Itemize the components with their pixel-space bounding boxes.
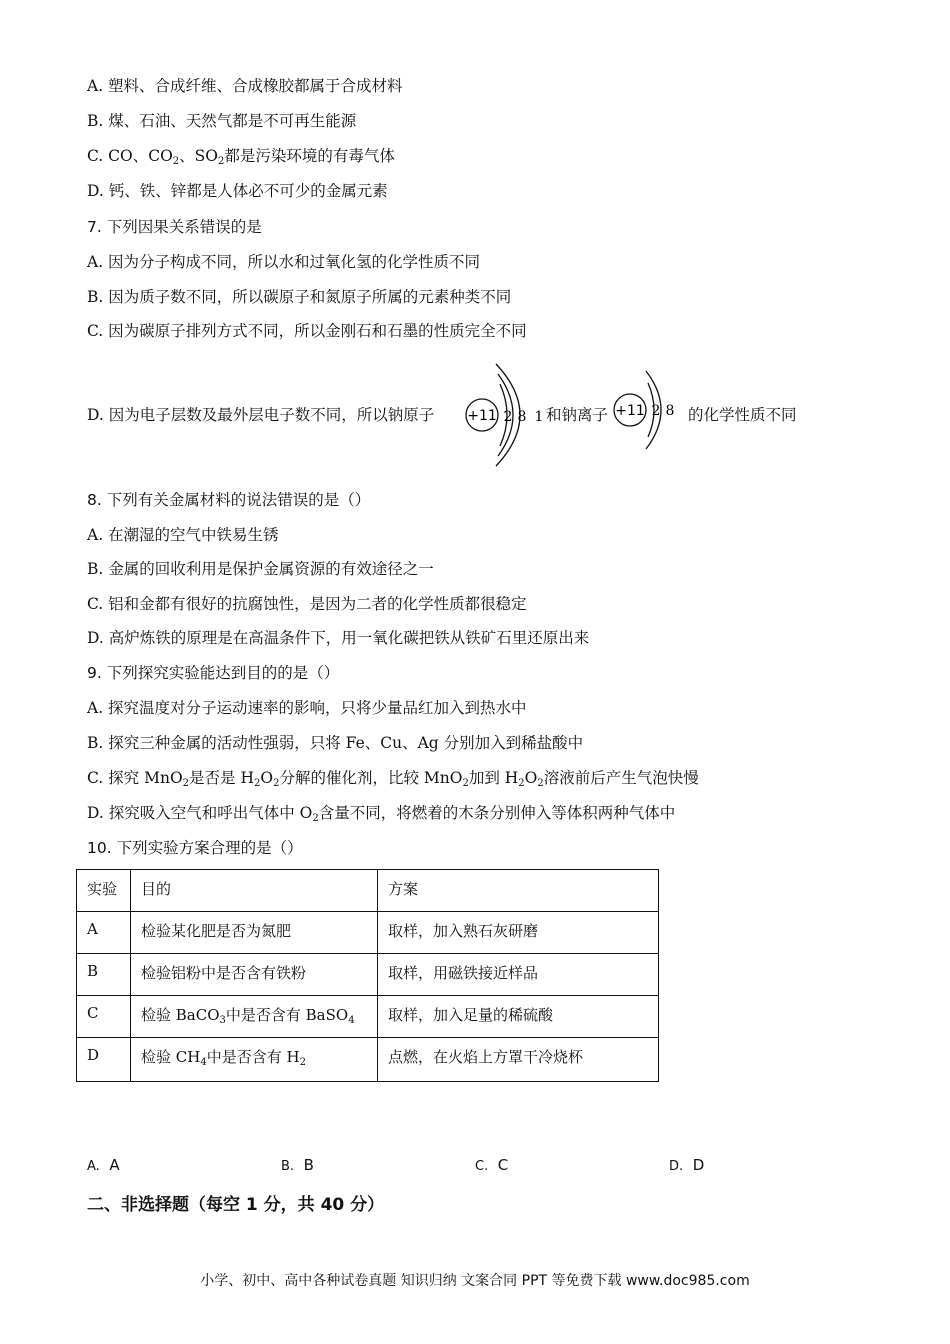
row-a-label: A [77,912,131,954]
ion-nucleus-label: +11 [615,403,645,419]
atom-shell3-electrons: 1 [534,409,544,425]
q7-option-a: A. 因为分子构成不同，所以水和过氧化氢的化学性质不同 [87,253,481,271]
row-d-label: D [77,1038,131,1082]
answer-choice-a: A. A [87,1156,120,1174]
option-c-gases: C. CO、$CO_2$、$SO_2$都是污染环境的有毒气体 [87,147,395,167]
row-c-label: C [77,996,131,1038]
sodium-atom-diagram [462,360,552,475]
option-a-materials: A. 塑料、合成纤维、合成橡胶都属于合成材料 [87,77,403,95]
answer-choice-d: D. D [669,1156,705,1174]
table-row [77,996,659,1038]
question-8-stem: 8. 下列有关金属材料的说法错误的是（） [87,491,371,509]
sodium-ion-diagram [608,365,688,465]
q7-option-d-pre: D. 因为电子层数及最外层电子数不同，所以钠原子 [87,406,435,424]
option-b-energy: B. 煤、石油、天然气都是不可再生能源 [87,112,357,130]
option-d-elements: D. 钙、铁、锌都是人体必不可少的金属元素 [87,182,388,200]
table-row [77,912,659,954]
row-b-plan: 取样，用磁铁接近样品 [378,954,659,996]
row-d-purpose: 检验 $CH_4$中是否含有 $H_2$ [131,1038,378,1082]
q9-option-c: C. 探究 MnO$_2$是否是 $H_2O_2$分解的催化剂，比较 MnO$_2$加到 $H_2O_2$溶液前后产生气泡快慢 [87,769,699,789]
header-purpose: 目的 [131,870,378,912]
row-a-purpose: 检验某化肥是否为氮肥 [131,912,378,954]
q9-option-a: A. 探究温度对分子运动速率的影响，只将少量品红加入到热水中 [87,699,527,717]
ion-shell1-electrons: 2 [651,403,661,419]
ion-shell2-electrons: 8 [665,403,675,419]
atom-nucleus-label: +11 [467,408,497,424]
experiment-table [76,869,659,1082]
q9-option-d: D. 探究吸入空气和呼出气体中 $O_2$含量不同，将燃着的木条分别伸入等体积两种气体中 [87,804,676,824]
table-header-row [77,870,659,912]
row-a-plan: 取样，加入熟石灰研磨 [378,912,659,954]
row-c-plan: 取样，加入足量的稀硫酸 [378,996,659,1038]
q8-option-a: A. 在潮湿的空气中铁易生锈 [87,526,279,544]
q8-option-b: B. 金属的回收利用是保护金属资源的有效途径之一 [87,560,434,578]
row-d-plan: 点燃，在火焰上方罩干冷烧杯 [378,1038,659,1082]
table-row [77,1038,659,1082]
row-b-label: B [77,954,131,996]
q7-option-b: B. 因为质子数不同，所以碳原子和氮原子所属的元素种类不同 [87,288,512,306]
q7-option-d-post: 的化学性质不同 [688,406,797,424]
answer-choice-b: B. B [281,1156,314,1174]
question-7-stem: 7. 下列因果关系错误的是 [87,218,262,236]
answer-choice-c: C. C [475,1156,509,1174]
row-c-purpose: 检验 BaCO$_3$中是否含有 BaSO$_4$ [131,996,378,1038]
question-10-stem: 10. 下列实验方案合理的是（） [87,839,303,857]
q8-option-c: C. 铝和金都有很好的抗腐蚀性，是因为二者的化学性质都很稳定 [87,595,527,613]
q7-option-c: C. 因为碳原子排列方式不同，所以金刚石和石墨的性质完全不同 [87,322,527,340]
header-plan: 方案 [378,870,659,912]
q9-option-b: B. 探究三种金属的活动性强弱，只将 Fe、Cu、Ag 分别加入到稀盐酸中 [87,734,584,752]
atom-shell1-electrons: 2 [503,409,513,425]
header-experiment: 实验 [77,870,131,912]
atom-shell2-electrons: 8 [517,409,527,425]
q8-option-d: D. 高炉炼铁的原理是在高温条件下，用一氧化碳把铁从铁矿石里还原出来 [87,629,590,647]
question-9-stem: 9. 下列探究实验能达到目的的是（） [87,664,340,682]
q7-option-d-mid: 和钠离子 [546,406,609,424]
table-row [77,954,659,996]
section-heading: 二、非选择题（每空 1 分，共 40 分） [87,1195,385,1215]
row-b-purpose: 检验铝粉中是否含有铁粉 [131,954,378,996]
page-footer: 小学、初中、高中各种试卷真题 知识归纳 文案合同 PPT 等免费下载 www.doc985.com [200,1273,750,1289]
